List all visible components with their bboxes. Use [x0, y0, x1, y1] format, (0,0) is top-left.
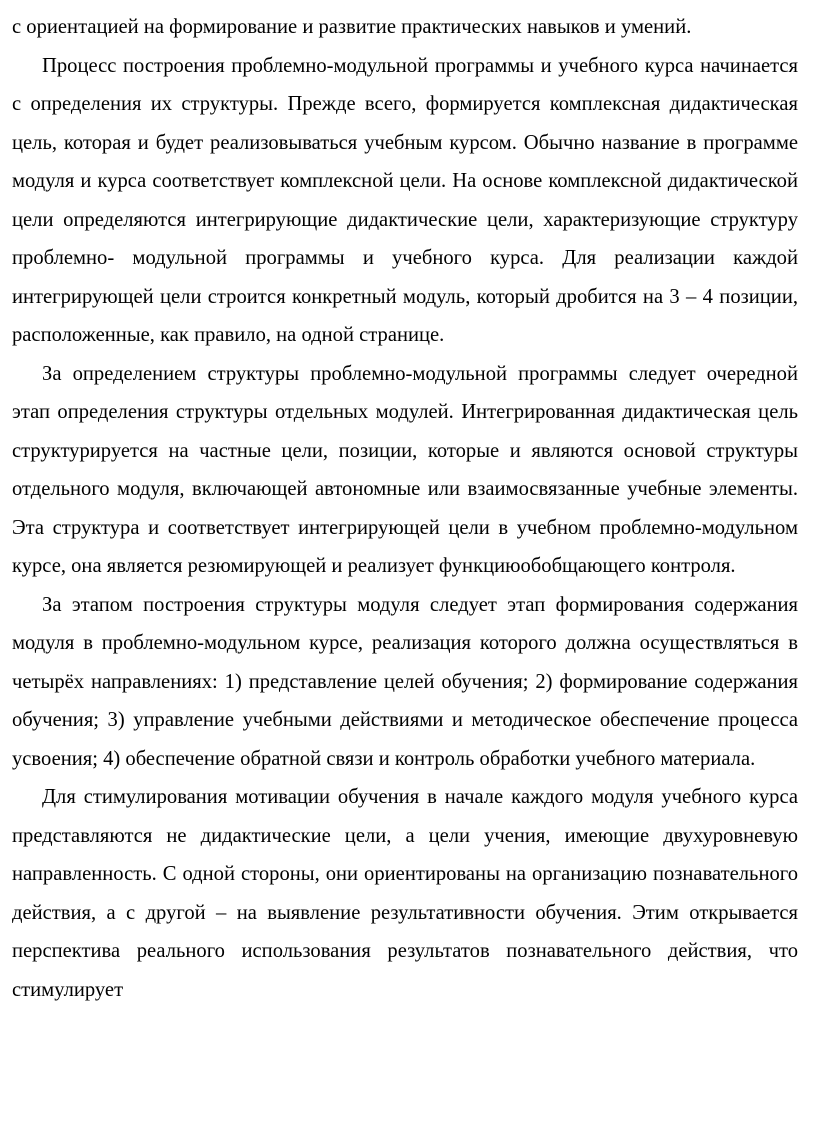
paragraph-program-structure: Процесс построения проблемно-модульной программы и учебного курса начинается с определения их структуры. Прежде всего, формируется комплексная дидактическая цель, которая и будет реализовываться учебным курсом. Обычно название в программе модуля и курса соответствует комплексной цели. На основе комплексной дидактической цели определяются интегрирующие дидактические цели, характеризующие структуру проблемно- модульной программы и учебного курса. Для реализации каждой интегрирующей цели строится конкретный модуль, который дробится на 3 – 4 позиции, расположенные, как правило, на одной странице.: [12, 54, 798, 346]
paragraph-module-structure: За определением структуры проблемно-модульной программы следует очередной этап определения структуры отдельных модулей. Интегрированная дидактическая цель структурируется на частные цели, позиции, которые и являются основой структуры отдельного модуля, включающей автономные или взаимосвязанные учебные элементы. Эта структура и соответствует интегрирующей цели в учебном проблемно-модульном курсе, она является резюмирующей и реализует функциюобобщающего контроля.: [12, 362, 798, 577]
paragraph-motivation: Для стимулирования мотивации обучения в начале каждого модуля учебного курса представляются не дидактические цели, а цели учения, имеющие двухуровневую направленность. С одной стороны, они ориентированы на организацию познавательного действия, а с другой – на выявление результативности обучения. Этим открывается перспектива реального использования результатов познавательного действия, что стимулирует: [12, 786, 798, 1001]
document-page: [12, 8, 798, 1009]
paragraph-continuation: с ориентацией на формирование и развитие практических навыков и умений.: [12, 16, 692, 38]
paragraph-module-content: За этапом построения структуры модуля следует этап формирования содержания модуля в проблемно-модульном курсе, реализация которого должна осуществляться в четырёх направлениях: 1) представление целей обучения; 2) формирование содержания обучения; 3) управление учебными действиями и методическое обеспечение процесса усвоения; 4) обеспечение обратной связи и контроль обработки учебного материала.: [12, 593, 798, 770]
